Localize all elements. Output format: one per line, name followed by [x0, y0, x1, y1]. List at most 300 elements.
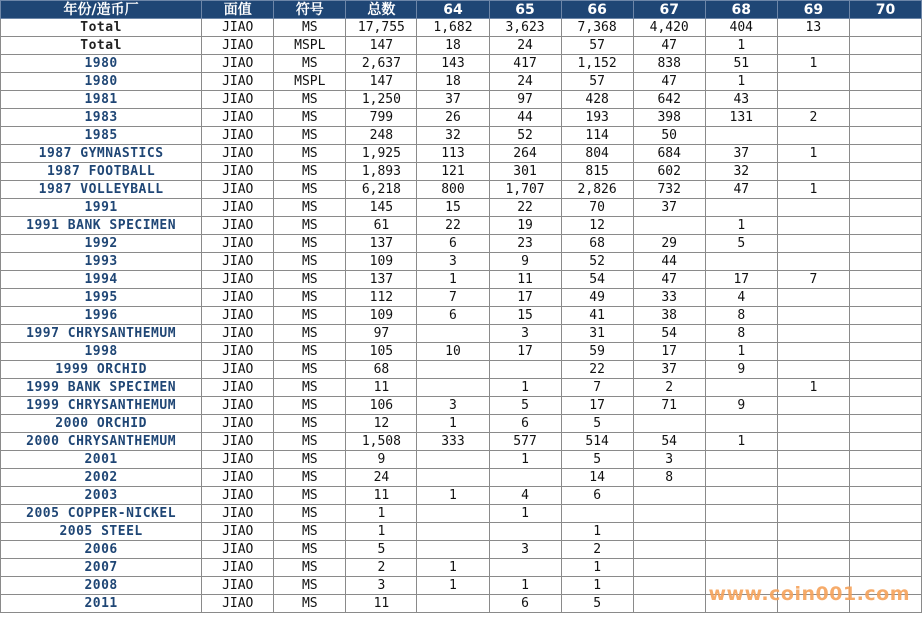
grade-67-cell	[633, 415, 705, 433]
coin-name-cell: 1996	[1, 307, 202, 325]
grade-68-cell: 9	[705, 397, 777, 415]
grade-67-cell	[633, 523, 705, 541]
grade-68-cell: 1	[705, 343, 777, 361]
header-grade-70: 70	[849, 1, 921, 19]
grade-69-cell	[777, 127, 849, 145]
symbol-cell: MS	[274, 91, 346, 109]
coin-name-cell: 1980	[1, 55, 202, 73]
coin-name-cell: 2005 STEEL	[1, 523, 202, 541]
grade-70-cell	[849, 19, 921, 37]
grade-67-cell: 29	[633, 235, 705, 253]
grade-67-cell: 4,420	[633, 19, 705, 37]
symbol-cell: MS	[274, 217, 346, 235]
grade-69-cell	[777, 343, 849, 361]
grade-64-cell: 333	[417, 433, 489, 451]
total-cell: 61	[346, 217, 417, 235]
grade-65-cell: 52	[489, 127, 561, 145]
grade-68-cell: 8	[705, 307, 777, 325]
grade-70-cell	[849, 451, 921, 469]
total-cell: 1,250	[346, 91, 417, 109]
table-row	[1, 145, 922, 163]
coin-name-cell: 1980	[1, 73, 202, 91]
denomination-cell: JIAO	[202, 361, 274, 379]
coin-name-cell: 2003	[1, 487, 202, 505]
grade-70-cell	[849, 91, 921, 109]
table-row	[1, 127, 922, 145]
grade-65-cell: 1	[489, 505, 561, 523]
grade-69-cell: 13	[777, 19, 849, 37]
grade-66-cell: 7	[561, 379, 633, 397]
grade-65-cell: 9	[489, 253, 561, 271]
grade-64-cell: 3	[417, 253, 489, 271]
grade-70-cell	[849, 145, 921, 163]
header-grade-69: 69	[777, 1, 849, 19]
grade-67-cell: 3	[633, 451, 705, 469]
symbol-cell: MS	[274, 289, 346, 307]
grade-66-cell: 12	[561, 217, 633, 235]
coin-name-cell: Total	[1, 37, 202, 55]
grade-66-cell: 59	[561, 343, 633, 361]
grade-69-cell	[777, 289, 849, 307]
grade-67-cell: 37	[633, 361, 705, 379]
grade-64-cell	[417, 451, 489, 469]
grade-64-cell: 113	[417, 145, 489, 163]
denomination-cell: JIAO	[202, 217, 274, 235]
coin-name-cell: 2007	[1, 559, 202, 577]
grade-67-cell	[633, 559, 705, 577]
table-row	[1, 433, 922, 451]
header-grade-68: 68	[705, 1, 777, 19]
grade-64-cell: 32	[417, 127, 489, 145]
grade-68-cell	[705, 253, 777, 271]
grade-68-cell	[705, 379, 777, 397]
symbol-cell: MS	[274, 433, 346, 451]
symbol-cell: MS	[274, 235, 346, 253]
grade-66-cell: 6	[561, 487, 633, 505]
symbol-cell: MS	[274, 109, 346, 127]
grade-65-cell: 24	[489, 37, 561, 55]
denomination-cell: JIAO	[202, 307, 274, 325]
total-cell: 12	[346, 415, 417, 433]
grade-68-cell	[705, 559, 777, 577]
grade-70-cell	[849, 541, 921, 559]
total-cell: 137	[346, 271, 417, 289]
denomination-cell: JIAO	[202, 271, 274, 289]
grade-66-cell: 49	[561, 289, 633, 307]
table-row	[1, 253, 922, 271]
total-cell: 106	[346, 397, 417, 415]
grade-64-cell: 800	[417, 181, 489, 199]
grade-65-cell: 1	[489, 451, 561, 469]
total-cell: 1	[346, 505, 417, 523]
grade-64-cell: 10	[417, 343, 489, 361]
grade-64-cell: 1	[417, 577, 489, 595]
grade-65-cell: 6	[489, 415, 561, 433]
symbol-cell: MS	[274, 343, 346, 361]
symbol-cell: MS	[274, 181, 346, 199]
total-cell: 24	[346, 469, 417, 487]
grade-68-cell: 5	[705, 235, 777, 253]
grade-67-cell: 50	[633, 127, 705, 145]
grade-65-cell	[489, 469, 561, 487]
total-cell: 9	[346, 451, 417, 469]
symbol-cell: MS	[274, 325, 346, 343]
coin-name-cell: 1987 GYMNASTICS	[1, 145, 202, 163]
grade-66-cell: 41	[561, 307, 633, 325]
symbol-cell: MS	[274, 145, 346, 163]
grade-69-cell	[777, 433, 849, 451]
grade-65-cell	[489, 523, 561, 541]
coin-name-cell: Total	[1, 19, 202, 37]
grade-68-cell	[705, 451, 777, 469]
grade-68-cell: 32	[705, 163, 777, 181]
grade-70-cell	[849, 73, 921, 91]
grade-64-cell: 18	[417, 37, 489, 55]
denomination-cell: JIAO	[202, 541, 274, 559]
table-row	[1, 343, 922, 361]
coin-name-cell: 1985	[1, 127, 202, 145]
grade-64-cell	[417, 541, 489, 559]
grade-64-cell: 1,682	[417, 19, 489, 37]
table-row	[1, 397, 922, 415]
grade-70-cell	[849, 109, 921, 127]
grade-65-cell: 15	[489, 307, 561, 325]
grade-66-cell: 815	[561, 163, 633, 181]
total-cell: 97	[346, 325, 417, 343]
table-row	[1, 379, 922, 397]
grade-65-cell	[489, 361, 561, 379]
grade-66-cell: 804	[561, 145, 633, 163]
grade-65-cell: 11	[489, 271, 561, 289]
header-grade-67: 67	[633, 1, 705, 19]
coin-name-cell: 1994	[1, 271, 202, 289]
symbol-cell: MS	[274, 379, 346, 397]
grade-66-cell: 1	[561, 577, 633, 595]
grade-70-cell	[849, 325, 921, 343]
grade-66-cell: 22	[561, 361, 633, 379]
symbol-cell: MSPL	[274, 73, 346, 91]
grade-66-cell: 17	[561, 397, 633, 415]
grade-70-cell	[849, 505, 921, 523]
total-cell: 1,508	[346, 433, 417, 451]
grade-70-cell	[849, 523, 921, 541]
coin-name-cell: 1987 FOOTBALL	[1, 163, 202, 181]
total-cell: 137	[346, 235, 417, 253]
symbol-cell: MS	[274, 451, 346, 469]
denomination-cell: JIAO	[202, 397, 274, 415]
grade-65-cell	[489, 559, 561, 577]
grade-65-cell: 301	[489, 163, 561, 181]
coin-name-cell: 2000 CHRYSANTHEMUM	[1, 433, 202, 451]
grade-64-cell: 37	[417, 91, 489, 109]
grade-64-cell: 26	[417, 109, 489, 127]
grade-69-cell: 1	[777, 181, 849, 199]
grade-67-cell: 54	[633, 433, 705, 451]
denomination-cell: JIAO	[202, 73, 274, 91]
header-grade-64: 64	[417, 1, 489, 19]
grade-68-cell: 51	[705, 55, 777, 73]
grade-70-cell	[849, 217, 921, 235]
grade-67-cell: 38	[633, 307, 705, 325]
grade-70-cell	[849, 361, 921, 379]
header-row	[1, 1, 922, 19]
grade-69-cell	[777, 523, 849, 541]
denomination-cell: JIAO	[202, 595, 274, 613]
grade-70-cell	[849, 487, 921, 505]
coin-name-cell: 1999 CHRYSANTHEMUM	[1, 397, 202, 415]
grade-68-cell: 1	[705, 37, 777, 55]
grade-69-cell: 1	[777, 55, 849, 73]
coin-name-cell: 1995	[1, 289, 202, 307]
header-grade-65: 65	[489, 1, 561, 19]
grade-68-cell	[705, 469, 777, 487]
denomination-cell: JIAO	[202, 433, 274, 451]
symbol-cell: MS	[274, 361, 346, 379]
symbol-cell: MS	[274, 469, 346, 487]
grade-67-cell: 8	[633, 469, 705, 487]
coin-name-cell: 1997 CHRYSANTHEMUM	[1, 325, 202, 343]
grade-64-cell: 22	[417, 217, 489, 235]
grade-66-cell: 2,826	[561, 181, 633, 199]
grade-70-cell	[849, 199, 921, 217]
grade-68-cell	[705, 127, 777, 145]
table-row	[1, 19, 922, 37]
grade-69-cell	[777, 163, 849, 181]
header-year-mint: 年份/造币厂	[1, 1, 202, 19]
grade-64-cell	[417, 595, 489, 613]
grade-65-cell: 3	[489, 541, 561, 559]
denomination-cell: JIAO	[202, 469, 274, 487]
grade-67-cell: 44	[633, 253, 705, 271]
grade-66-cell: 5	[561, 415, 633, 433]
grade-67-cell: 684	[633, 145, 705, 163]
total-cell: 1	[346, 523, 417, 541]
denomination-cell: JIAO	[202, 325, 274, 343]
grade-68-cell: 131	[705, 109, 777, 127]
total-cell: 112	[346, 289, 417, 307]
symbol-cell: MS	[274, 541, 346, 559]
symbol-cell: MS	[274, 559, 346, 577]
grade-68-cell: 17	[705, 271, 777, 289]
grade-67-cell: 838	[633, 55, 705, 73]
grade-69-cell	[777, 37, 849, 55]
grade-66-cell: 7,368	[561, 19, 633, 37]
grade-66-cell: 5	[561, 451, 633, 469]
grade-64-cell: 1	[417, 559, 489, 577]
table-row	[1, 91, 922, 109]
table-row	[1, 505, 922, 523]
grade-64-cell: 143	[417, 55, 489, 73]
grade-67-cell: 71	[633, 397, 705, 415]
denomination-cell: JIAO	[202, 145, 274, 163]
coin-name-cell: 1999 ORCHID	[1, 361, 202, 379]
grade-68-cell: 1	[705, 433, 777, 451]
grade-65-cell: 22	[489, 199, 561, 217]
coin-name-cell: 2008	[1, 577, 202, 595]
denomination-cell: JIAO	[202, 199, 274, 217]
denomination-cell: JIAO	[202, 487, 274, 505]
grade-70-cell	[849, 55, 921, 73]
denomination-cell: JIAO	[202, 577, 274, 595]
grade-66-cell: 428	[561, 91, 633, 109]
table-row	[1, 469, 922, 487]
total-cell: 6,218	[346, 181, 417, 199]
grade-67-cell: 54	[633, 325, 705, 343]
symbol-cell: MS	[274, 415, 346, 433]
total-cell: 11	[346, 487, 417, 505]
coin-name-cell: 1981	[1, 91, 202, 109]
grade-66-cell: 52	[561, 253, 633, 271]
coin-name-cell: 1987 VOLLEYBALL	[1, 181, 202, 199]
coin-name-cell: 1983	[1, 109, 202, 127]
total-cell: 11	[346, 379, 417, 397]
grade-69-cell: 1	[777, 145, 849, 163]
grade-70-cell	[849, 271, 921, 289]
grade-70-cell	[849, 397, 921, 415]
denomination-cell: JIAO	[202, 109, 274, 127]
table-row	[1, 181, 922, 199]
grade-65-cell: 417	[489, 55, 561, 73]
grade-70-cell	[849, 379, 921, 397]
table-body	[1, 19, 922, 613]
total-cell: 248	[346, 127, 417, 145]
grade-66-cell: 5	[561, 595, 633, 613]
grade-64-cell	[417, 379, 489, 397]
denomination-cell: JIAO	[202, 37, 274, 55]
coin-name-cell: 1991 BANK SPECIMEN	[1, 217, 202, 235]
symbol-cell: MS	[274, 505, 346, 523]
grade-69-cell	[777, 73, 849, 91]
symbol-cell: MS	[274, 523, 346, 541]
total-cell: 145	[346, 199, 417, 217]
grade-66-cell: 514	[561, 433, 633, 451]
grade-67-cell	[633, 217, 705, 235]
grade-69-cell: 7	[777, 271, 849, 289]
symbol-cell: MS	[274, 253, 346, 271]
grade-67-cell: 47	[633, 37, 705, 55]
grade-66-cell: 31	[561, 325, 633, 343]
total-cell: 147	[346, 73, 417, 91]
symbol-cell: MS	[274, 595, 346, 613]
total-cell: 105	[346, 343, 417, 361]
grade-64-cell: 18	[417, 73, 489, 91]
header-grade-66: 66	[561, 1, 633, 19]
table-row	[1, 289, 922, 307]
grade-67-cell: 642	[633, 91, 705, 109]
symbol-cell: MS	[274, 127, 346, 145]
grade-65-cell: 577	[489, 433, 561, 451]
grade-69-cell	[777, 91, 849, 109]
grade-68-cell: 1	[705, 73, 777, 91]
table-row	[1, 199, 922, 217]
grade-66-cell: 2	[561, 541, 633, 559]
grade-67-cell: 33	[633, 289, 705, 307]
grade-66-cell: 54	[561, 271, 633, 289]
grade-69-cell	[777, 307, 849, 325]
grade-65-cell: 44	[489, 109, 561, 127]
grade-65-cell: 1	[489, 577, 561, 595]
grade-70-cell	[849, 415, 921, 433]
grade-66-cell: 57	[561, 37, 633, 55]
grade-67-cell: 37	[633, 199, 705, 217]
grade-68-cell: 9	[705, 361, 777, 379]
grade-70-cell	[849, 433, 921, 451]
header-symbol: 符号	[274, 1, 346, 19]
grade-68-cell: 43	[705, 91, 777, 109]
grade-70-cell	[849, 127, 921, 145]
grade-67-cell	[633, 505, 705, 523]
grade-65-cell: 1,707	[489, 181, 561, 199]
grade-69-cell	[777, 505, 849, 523]
symbol-cell: MS	[274, 487, 346, 505]
grade-67-cell	[633, 577, 705, 595]
grade-65-cell: 6	[489, 595, 561, 613]
coin-name-cell: 2002	[1, 469, 202, 487]
grade-69-cell	[777, 217, 849, 235]
grade-65-cell: 17	[489, 289, 561, 307]
table-row	[1, 73, 922, 91]
total-cell: 1,925	[346, 145, 417, 163]
table-row	[1, 235, 922, 253]
grade-64-cell: 15	[417, 199, 489, 217]
grade-70-cell	[849, 469, 921, 487]
grade-66-cell: 114	[561, 127, 633, 145]
denomination-cell: JIAO	[202, 91, 274, 109]
denomination-cell: JIAO	[202, 451, 274, 469]
grade-65-cell: 17	[489, 343, 561, 361]
coin-name-cell: 1998	[1, 343, 202, 361]
grade-64-cell: 1	[417, 271, 489, 289]
grade-64-cell	[417, 469, 489, 487]
grade-70-cell	[849, 307, 921, 325]
total-cell: 1,893	[346, 163, 417, 181]
grade-64-cell	[417, 361, 489, 379]
denomination-cell: JIAO	[202, 379, 274, 397]
grade-70-cell	[849, 181, 921, 199]
grade-69-cell: 2	[777, 109, 849, 127]
grade-70-cell	[849, 235, 921, 253]
grade-67-cell: 398	[633, 109, 705, 127]
table-row	[1, 307, 922, 325]
grade-69-cell	[777, 397, 849, 415]
table-row	[1, 163, 922, 181]
total-cell: 799	[346, 109, 417, 127]
denomination-cell: JIAO	[202, 289, 274, 307]
site-watermark: www.coin001.com	[708, 583, 910, 605]
grade-65-cell: 264	[489, 145, 561, 163]
grade-70-cell	[849, 559, 921, 577]
grade-65-cell: 3	[489, 325, 561, 343]
grade-65-cell: 1	[489, 379, 561, 397]
grade-69-cell	[777, 559, 849, 577]
grade-65-cell: 4	[489, 487, 561, 505]
symbol-cell: MS	[274, 163, 346, 181]
denomination-cell: JIAO	[202, 505, 274, 523]
coin-name-cell: 1993	[1, 253, 202, 271]
coin-name-cell: 1991	[1, 199, 202, 217]
table-row	[1, 217, 922, 235]
grade-68-cell: 1	[705, 217, 777, 235]
grade-68-cell: 404	[705, 19, 777, 37]
denomination-cell: JIAO	[202, 415, 274, 433]
symbol-cell: MS	[274, 577, 346, 595]
grade-68-cell	[705, 541, 777, 559]
grade-66-cell	[561, 505, 633, 523]
grade-69-cell	[777, 469, 849, 487]
table-row	[1, 541, 922, 559]
grade-67-cell	[633, 541, 705, 559]
grade-64-cell	[417, 325, 489, 343]
